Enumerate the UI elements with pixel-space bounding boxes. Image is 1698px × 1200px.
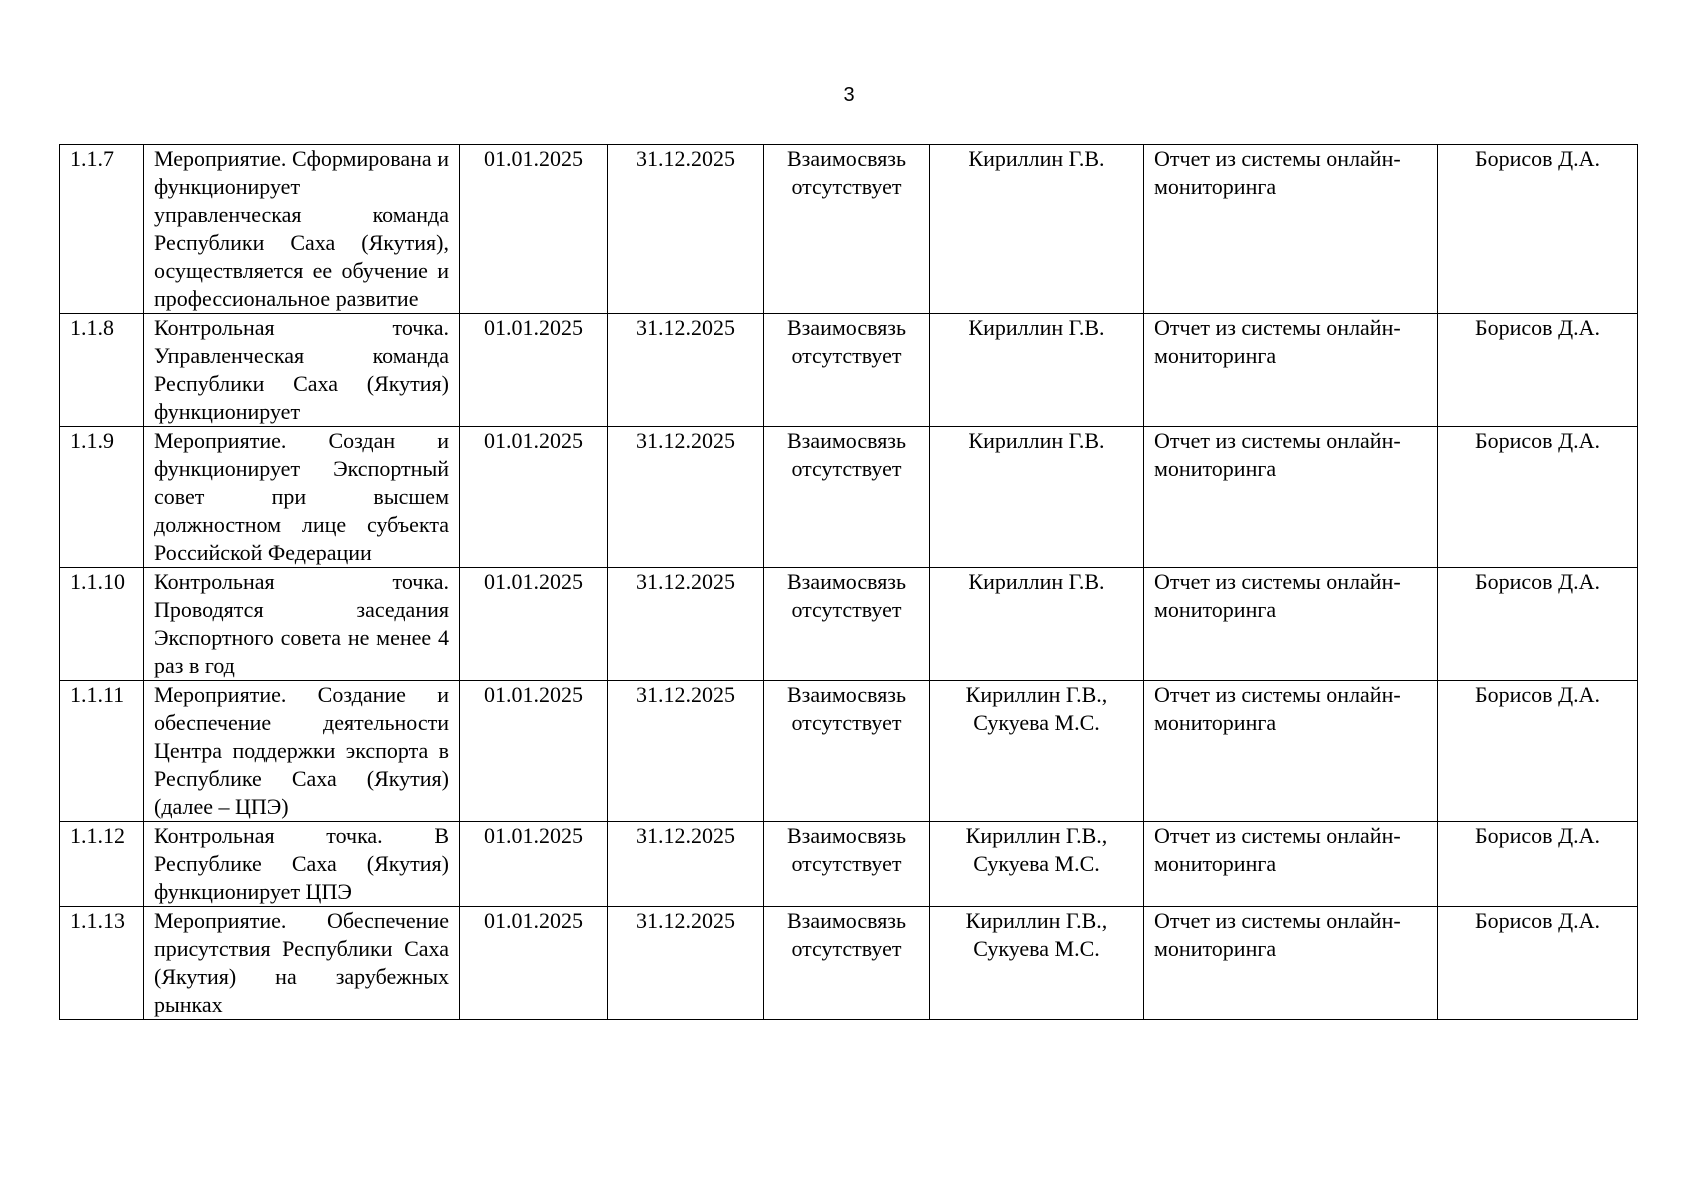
page-number: 3 [843,84,855,106]
activity-title: Контрольная точка. Проводятся заседания Экспортного совета не менее 4 раз в год [144,568,460,681]
end-date: 31.12.2025 [608,568,764,681]
activity-title: Мероприятие. Создание и обеспечение деятельности Центра поддержки экспорта в Республике Саха (Якутия) (далее – ЦПЭ) [144,681,460,822]
responsible: Кириллин Г.В., Сукуева М.С. [930,907,1144,1020]
controller: Борисов Д.А. [1438,907,1638,1020]
controller: Борисов Д.А. [1438,145,1638,314]
result-document: Отчет из системы онлайн-мониторинга [1144,568,1438,681]
activity-title: Контрольная точка. В Республике Саха (Якутия) функционирует ЦПЭ [144,822,460,907]
relation: Взаимосвязь отсутствует [764,681,930,822]
end-date: 31.12.2025 [608,427,764,568]
table-row [60,427,1638,568]
relation: Взаимосвязь отсутствует [764,314,930,427]
result-document: Отчет из системы онлайн-мониторинга [1144,822,1438,907]
controller: Борисов Д.А. [1438,427,1638,568]
table-row [60,145,1638,314]
end-date: 31.12.2025 [608,314,764,427]
relation: Взаимосвязь отсутствует [764,145,930,314]
responsible: Кириллин Г.В. [930,145,1144,314]
relation: Взаимосвязь отсутствует [764,907,930,1020]
row-number: 1.1.7 [60,145,144,314]
row-number: 1.1.9 [60,427,144,568]
end-date: 31.12.2025 [608,681,764,822]
result-document: Отчет из системы онлайн-мониторинга [1144,314,1438,427]
result-document: Отчет из системы онлайн-мониторинга [1144,681,1438,822]
result-document: Отчет из системы онлайн-мониторинга [1144,427,1438,568]
responsible: Кириллин Г.В. [930,314,1144,427]
controller: Борисов Д.А. [1438,681,1638,822]
start-date: 01.01.2025 [460,568,608,681]
controller: Борисов Д.А. [1438,822,1638,907]
start-date: 01.01.2025 [460,314,608,427]
row-number: 1.1.10 [60,568,144,681]
row-number: 1.1.8 [60,314,144,427]
activity-title: Мероприятие. Создан и функционирует Экспортный совет при высшем должностном лице субъекта Российской Федерации [144,427,460,568]
responsible: Кириллин Г.В. [930,568,1144,681]
start-date: 01.01.2025 [460,681,608,822]
end-date: 31.12.2025 [608,145,764,314]
start-date: 01.01.2025 [460,907,608,1020]
table-row [60,314,1638,427]
activity-title: Мероприятие. Обеспечение присутствия Республики Саха (Якутия) на зарубежных рынках [144,907,460,1020]
activity-title: Мероприятие. Сформирована и функционирует управленческая команда Республики Саха (Якутия), осуществляется ее обучение и профессиональное развитие [144,145,460,314]
end-date: 31.12.2025 [608,907,764,1020]
relation: Взаимосвязь отсутствует [764,822,930,907]
row-number: 1.1.11 [60,681,144,822]
controller: Борисов Д.А. [1438,568,1638,681]
result-document: Отчет из системы онлайн-мониторинга [1144,907,1438,1020]
relation: Взаимосвязь отсутствует [764,427,930,568]
result-document: Отчет из системы онлайн-мониторинга [1144,145,1438,314]
start-date: 01.01.2025 [460,145,608,314]
start-date: 01.01.2025 [460,427,608,568]
plan-table [59,144,1638,1020]
relation: Взаимосвязь отсутствует [764,568,930,681]
activity-title: Контрольная точка. Управленческая команда Республики Саха (Якутия) функционирует [144,314,460,427]
start-date: 01.01.2025 [460,822,608,907]
table-row [60,568,1638,681]
end-date: 31.12.2025 [608,822,764,907]
row-number: 1.1.13 [60,907,144,1020]
table-row [60,907,1638,1020]
responsible: Кириллин Г.В., Сукуева М.С. [930,681,1144,822]
responsible: Кириллин Г.В. [930,427,1144,568]
row-number: 1.1.12 [60,822,144,907]
responsible: Кириллин Г.В., Сукуева М.С. [930,822,1144,907]
controller: Борисов Д.А. [1438,314,1638,427]
table-row [60,822,1638,907]
table-row [60,681,1638,822]
